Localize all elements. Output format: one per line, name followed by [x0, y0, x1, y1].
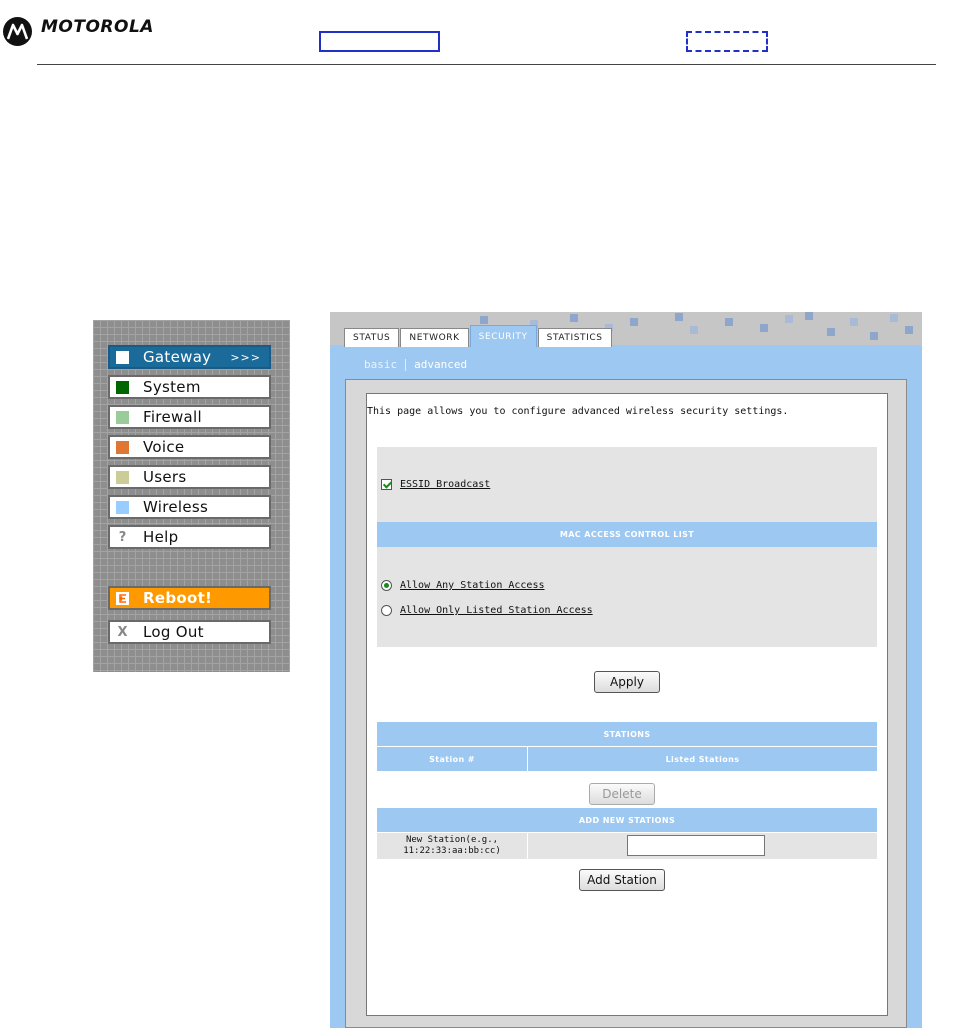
- sidebar-item-label: Log Out: [143, 623, 204, 641]
- content-area: [366, 393, 888, 1016]
- close-icon: X: [117, 624, 128, 640]
- essid-broadcast-row[interactable]: [381, 479, 490, 490]
- brand-name: MOTOROLA: [41, 17, 154, 37]
- wireless-color-icon: [116, 501, 129, 514]
- allow-listed-station-radio[interactable]: [381, 605, 392, 616]
- listed-stations-column: Listed Stations: [528, 747, 877, 771]
- content-frame: [345, 379, 907, 1028]
- question-icon: ?: [118, 529, 127, 545]
- allow-any-station-label: Allow Any Station Access: [400, 580, 545, 591]
- firewall-color-icon: [116, 411, 129, 424]
- users-color-icon: [116, 471, 129, 484]
- station-number-column: Station #: [377, 747, 527, 771]
- stations-header: STATIONS: [377, 722, 877, 746]
- voice-color-icon: [116, 441, 129, 454]
- mac-acl-section: [377, 547, 877, 647]
- sidebar-item-label: Users: [143, 468, 187, 486]
- sidebar-item-firewall[interactable]: [108, 405, 271, 429]
- page-description: This page allows you to configure advanced wireless security settings.: [367, 406, 789, 417]
- sub-navigation: [364, 358, 467, 371]
- tab-bar: [344, 326, 613, 347]
- sidebar-item-system[interactable]: [108, 375, 271, 399]
- sidebar-item-label: Firewall: [143, 408, 202, 426]
- allow-any-station-radio[interactable]: [381, 580, 392, 591]
- sidebar-item-label: Help: [143, 528, 179, 546]
- sidebar: [93, 320, 290, 672]
- sidebar-item-label: Reboot!: [143, 589, 213, 607]
- tab-security[interactable]: SECURITY: [470, 325, 537, 347]
- tab-network[interactable]: NETWORK: [400, 328, 468, 347]
- main-panel: [330, 312, 922, 1028]
- tab-statistics[interactable]: STATISTICS: [538, 328, 612, 347]
- header-dashed-box[interactable]: [686, 31, 768, 52]
- sidebar-item-label: System: [143, 378, 201, 396]
- sidebar-item-logout[interactable]: [108, 620, 271, 644]
- sidebar-item-help[interactable]: [108, 525, 271, 549]
- sidebar-item-users[interactable]: [108, 465, 271, 489]
- system-color-icon: [116, 381, 129, 394]
- sidebar-item-gateway[interactable]: [108, 345, 271, 369]
- essid-broadcast-label: ESSID Broadcast: [400, 479, 491, 490]
- new-station-label: New Station(e.g., 11:22:33:aa:bb:cc): [403, 835, 501, 856]
- sidebar-item-voice[interactable]: [108, 435, 271, 459]
- allow-any-station-row[interactable]: [381, 580, 545, 591]
- sidebar-item-label: Voice: [143, 438, 185, 456]
- header-divider: [37, 64, 936, 65]
- allow-listed-station-row[interactable]: [381, 605, 593, 616]
- chevrons-icon: >>>: [230, 350, 261, 364]
- header-link-box[interactable]: [319, 31, 440, 52]
- motorola-logo-icon: [3, 17, 32, 46]
- new-station-input[interactable]: [627, 835, 765, 856]
- mac-acl-header: MAC ACCESS CONTROL LIST: [377, 522, 877, 547]
- essid-broadcast-checkbox[interactable]: [381, 479, 392, 490]
- add-new-stations-header: ADD NEW STATIONS: [377, 808, 877, 832]
- subnav-divider: [405, 359, 406, 371]
- tab-status[interactable]: STATUS: [344, 328, 399, 347]
- allow-listed-station-label: Allow Only Listed Station Access: [400, 605, 593, 616]
- sidebar-item-reboot[interactable]: [108, 586, 271, 610]
- reboot-arrow-icon: [116, 592, 129, 605]
- sidebar-item-label: Gateway: [143, 348, 212, 366]
- apply-button[interactable]: Apply: [594, 671, 660, 693]
- add-station-button[interactable]: Add Station: [579, 869, 665, 891]
- gateway-color-icon: [116, 351, 129, 364]
- sidebar-item-label: Wireless: [143, 498, 209, 516]
- subnav-basic-link[interactable]: basic: [364, 358, 398, 371]
- subnav-advanced-link[interactable]: advanced: [414, 358, 468, 371]
- sidebar-item-wireless[interactable]: [108, 495, 271, 519]
- delete-button[interactable]: Delete: [589, 783, 655, 805]
